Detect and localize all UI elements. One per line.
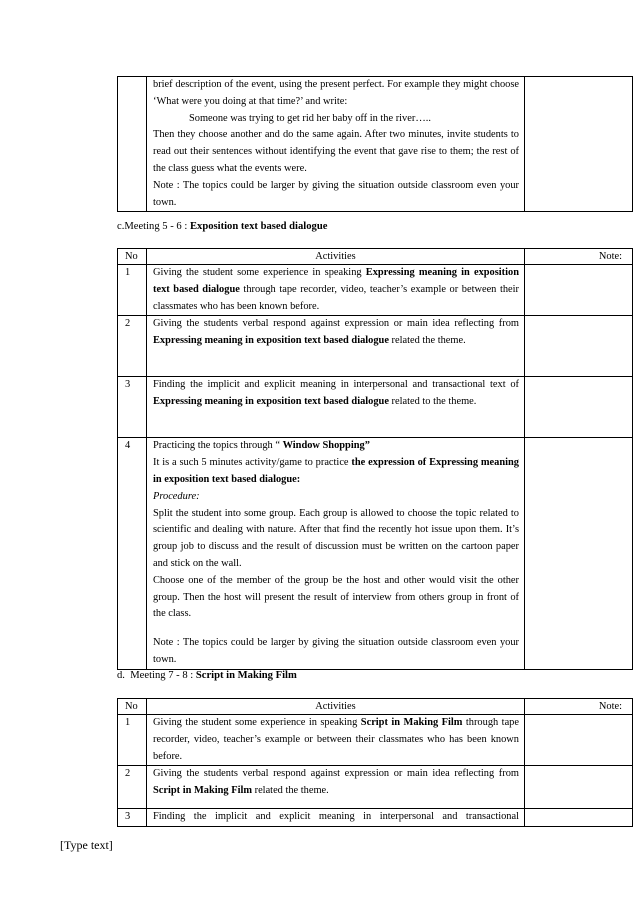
table-row (118, 809, 633, 827)
procedure-label: Procedure: (153, 490, 200, 502)
activity-cell (147, 809, 525, 827)
table-row (118, 438, 633, 669)
text: related the theme. (252, 785, 329, 797)
section-heading-meeting-7-8 (117, 670, 297, 681)
row-number: 1 (118, 715, 147, 766)
paragraph (153, 438, 519, 455)
text: through tape recorder, video, teacher’s example or between their classmates who has been known before. (153, 283, 519, 312)
note-cell (525, 438, 633, 669)
table-row (118, 766, 633, 809)
bold-text: Expressing meaning in exposition text based dialogue (153, 267, 520, 295)
row-number: 1 (118, 265, 147, 316)
row-number: 3 (118, 809, 147, 827)
table-row (118, 316, 633, 377)
note-text: Note : The topics could be larger by giving the situation outside classroom even your town. (153, 179, 519, 208)
paragraph: Choose one of the member of the group be the host and other would visit the other group. Then the host will present the result of interview from others group in front of the class. (153, 574, 519, 620)
section-heading-meeting-5-6 (117, 221, 327, 232)
note-cell (525, 766, 633, 809)
row-number: 4 (118, 438, 147, 669)
spacer (153, 623, 519, 635)
header-note: Note: (525, 249, 633, 265)
text: Practicing the topics through “ (153, 440, 283, 452)
row-number (118, 77, 147, 212)
note-cell (525, 316, 633, 377)
activity-cell (147, 77, 525, 212)
text: Giving the students verbal respond against expression or main idea reflecting from (153, 318, 519, 330)
note-cell (525, 809, 633, 827)
paragraph: Then they choose another and do the same again. After two minutes, invite students to read out their sentences without identifying the event that gave rise to them; the rest of the class guess what the events were. (153, 129, 519, 174)
paragraph: brief description of the event, using the present perfect. For example they might choose ‘What were you doing at that time?’ and write: (153, 79, 519, 107)
note-cell (525, 265, 633, 316)
text: related the theme. (388, 335, 466, 347)
page-footer: [Type text] (60, 838, 113, 852)
activity-cell (147, 715, 525, 766)
activity-cell (147, 766, 525, 809)
row-number: 3 (118, 377, 147, 438)
heading-prefix: c.Meeting 5 - 6 : (117, 221, 190, 232)
header-no: No (118, 699, 147, 715)
bold-text: Window Shopping” (282, 440, 370, 452)
activity-cell (147, 438, 525, 669)
meeting-7-8-table (117, 698, 633, 827)
table-row (118, 715, 633, 766)
table-header-row (118, 249, 633, 265)
table-row (118, 77, 633, 212)
activity-cell (147, 316, 525, 377)
continued-activities-table (117, 76, 633, 212)
header-activities: Activities (147, 249, 525, 265)
note-text: Note : The topics could be larger by giving the situation outside classroom even your town. (153, 637, 519, 665)
activity-cell (147, 377, 525, 438)
table-row (118, 377, 633, 438)
text: Giving the students verbal respond against expression or main idea reflecting from (153, 768, 519, 780)
paragraph: Split the student into some group. Each group is allowed to choose the topic related to scientific and dealing with nature. After that find the recently hot issue upon them. It’s group job to discuss and the result of discussion must be written on the cartoon paper and stick on the wall. (153, 507, 519, 569)
note-cell (525, 715, 633, 766)
text: Giving the student some experience in speaking (153, 267, 366, 278)
header-activities: Activities (147, 699, 525, 715)
heading-prefix: d. Meeting 7 - 8 : (117, 670, 196, 681)
row-number: 2 (118, 766, 147, 809)
note-cell (525, 377, 633, 438)
bold-text: Script in Making Film (360, 717, 463, 728)
activity-cell (147, 265, 525, 316)
heading-title: Script in Making Film (195, 670, 297, 681)
bold-text: Expressing meaning in exposition text based dialogue (153, 335, 389, 347)
bold-text: the expression of Expressing meaning in exposition text based dialogue: (153, 457, 519, 485)
row-number: 2 (118, 316, 147, 377)
header-note: Note: (525, 699, 633, 715)
text: Finding the implicit and explicit meaning in interpersonal and transactional text of (153, 379, 519, 391)
table-header-row (118, 699, 633, 715)
example-sentence: Someone was trying to get rid her baby off in the river….. (189, 112, 431, 124)
paragraph (153, 455, 519, 489)
heading-title: Exposition text based dialogue (189, 221, 328, 232)
bold-text: Script in Making Film (153, 785, 253, 797)
text: Finding the implicit and explicit meaning in interpersonal and transactional (153, 811, 519, 823)
text: Giving the student some experience in speaking (153, 717, 361, 728)
bold-text: Expressing meaning in exposition text based dialogue (153, 396, 389, 408)
text: It is a such 5 minutes activity/game to practice (153, 457, 352, 469)
text: related to the theme. (388, 396, 477, 408)
meeting-5-6-table (117, 248, 633, 670)
table-row (118, 265, 633, 316)
header-no: No (118, 249, 147, 265)
note-cell (525, 77, 633, 212)
text: through tape recorder, video, teacher’s example or between their classmates who has been known before. (153, 717, 519, 762)
